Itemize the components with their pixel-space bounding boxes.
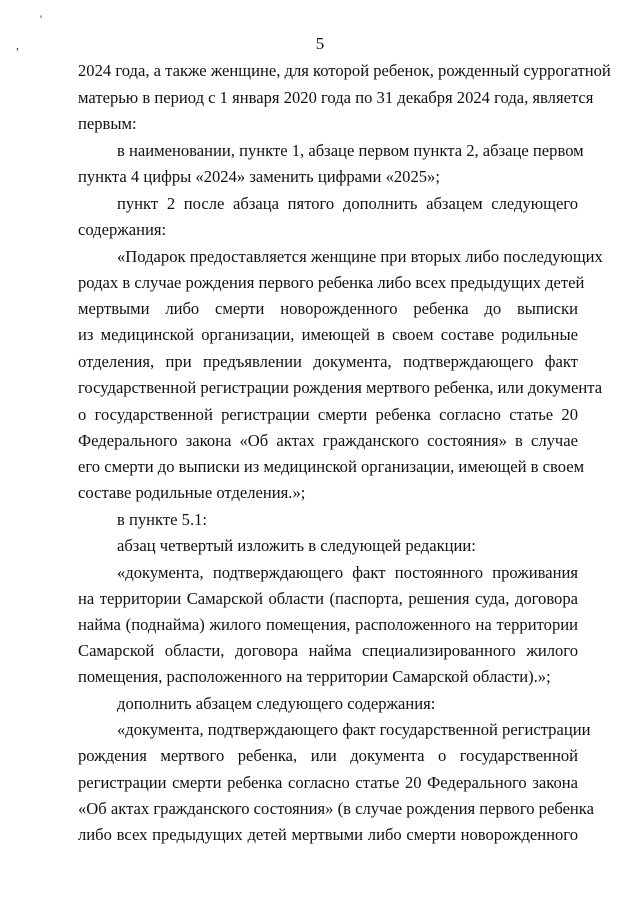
- scan-mark: ,: [16, 38, 19, 52]
- text-line: пункта 4 цифры «2024» заменить цифрами «2025»;: [78, 167, 440, 186]
- text-line: рождения мертвого ребенка, или документа о государственной: [78, 746, 578, 765]
- text-line: первым:: [78, 114, 137, 133]
- text-line: помещения, расположенного на территории Самарской области).»;: [78, 667, 551, 686]
- text-line: Самарской области, договора найма специализированного жилого: [78, 641, 578, 660]
- text-line: либо всех предыдущих детей мертвыми либо смерти новорожденного: [78, 825, 578, 844]
- text-line: составе родильные отделения.»;: [78, 483, 306, 502]
- text-line: содержания:: [78, 220, 167, 239]
- text-line: его смерти до выписки из медицинской организации, имеющей в своем: [78, 457, 585, 476]
- scan-mark: ': [40, 12, 43, 26]
- text-line: в пункте 5.1:: [117, 510, 208, 529]
- text-line: «документа, подтверждающего факт государственной регистрации: [117, 720, 591, 739]
- text-line: родах в случае рождения первого ребенка либо всех предыдущих детей: [78, 273, 585, 292]
- text-line: найма (поднайма) жилого помещения, расположенного на территории: [78, 615, 578, 634]
- text-line: дополнить абзацем следующего содержания:: [117, 694, 436, 713]
- text-line: отделения, при предъявлении документа, подтверждающего факт: [78, 352, 578, 371]
- text-line: абзац четвертый изложить в следующей редакции:: [117, 536, 476, 555]
- text-line: регистрации смерти ребенка согласно статье 20 Федерального закона: [78, 773, 578, 792]
- text-line: «документа, подтверждающего факт постоянного проживания: [117, 563, 578, 582]
- text-line: в наименовании, пункте 1, абзаце первом пункта 2, абзаце первом: [117, 141, 584, 160]
- text-line: 2024 года, а также женщине, для которой ребенок, рожденный суррогатной: [78, 61, 611, 80]
- text-line: пункт 2 после абзаца пятого дополнить абзацем следующего: [117, 194, 578, 213]
- text-line: Федерального закона «Об актах гражданского состояния» в случае: [78, 431, 578, 450]
- text-line: матерью в период с 1 января 2020 года по 31 декабря 2024 года, является: [78, 88, 594, 107]
- text-line: мертвыми либо смерти новорожденного ребенка до выписки: [78, 299, 578, 318]
- text-line: о государственной регистрации смерти ребенка согласно статье 20: [78, 405, 578, 424]
- text-line: из медицинской организации, имеющей в своем составе родильные: [78, 325, 578, 344]
- text-line: на территории Самарской области (паспорта, решения суда, договора: [78, 589, 578, 608]
- text-line: государственной регистрации рождения мертвого ребенка, или документа: [78, 378, 603, 397]
- text-line: «Об актах гражданского состояния» (в случае рождения первого ребенка: [78, 799, 594, 818]
- page-number: 5: [315, 34, 325, 53]
- text-line: «Подарок предоставляется женщине при вторых либо последующих: [117, 247, 603, 266]
